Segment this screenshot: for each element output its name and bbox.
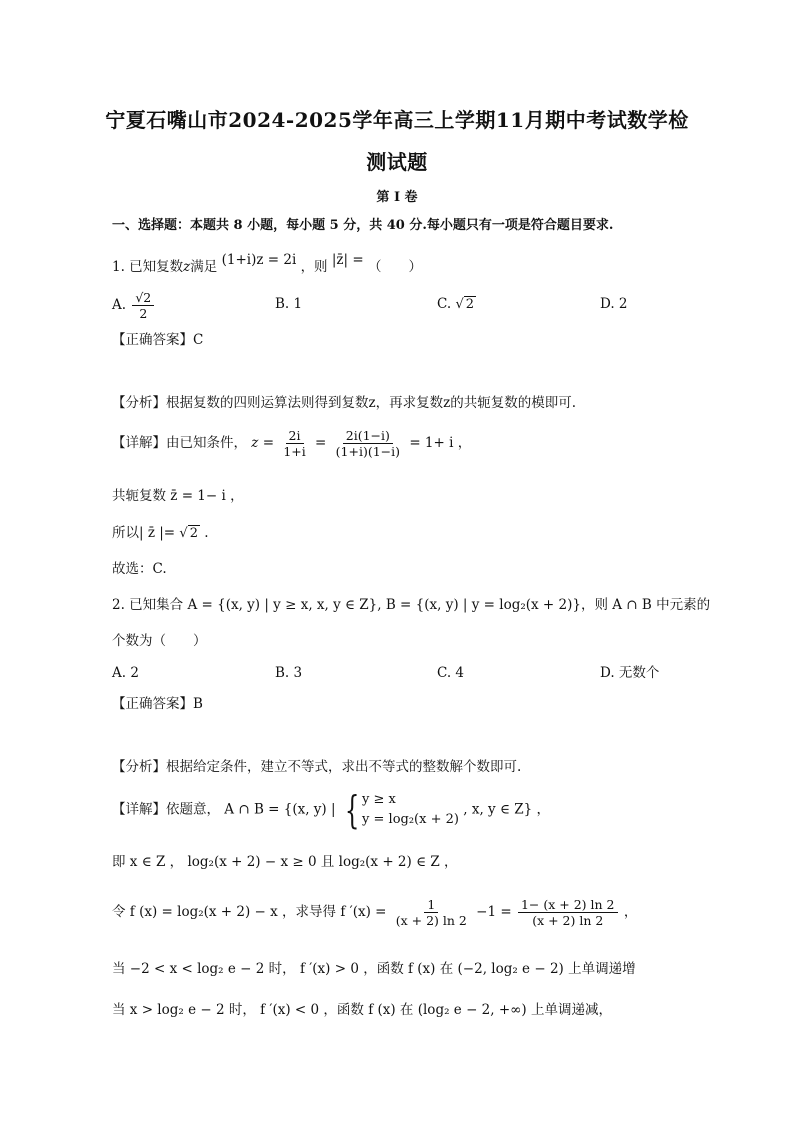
q2-detail [112, 790, 550, 830]
q1-option-a-label: A. [112, 297, 127, 313]
q1-so-a: 所以| z̄ |= [112, 525, 176, 541]
q1-so-rad: 2 [189, 526, 198, 541]
q2-detail-brace-glyph: { [344, 788, 360, 832]
q1-option-a-fraction [132, 290, 154, 321]
q2-deriv-frac1 [393, 897, 470, 928]
q1-stem-c: ，则 [300, 259, 328, 275]
q2-deriv-frac1-num: 1 [424, 897, 438, 913]
q1-option-a [112, 290, 156, 321]
q1-detail-lhs: z = [251, 435, 275, 451]
q2-detail-label: 【详解】依题意， [112, 801, 220, 818]
q2-option-d: D. 无数个 [600, 665, 660, 681]
q1-detail-frac2-num: 2i(1−i) [343, 428, 393, 444]
q1-answer: 【正确答案】C [112, 332, 204, 348]
q1-stem-abs: |z̄| = [331, 252, 364, 268]
q1-stem-d: （ ） [367, 259, 422, 275]
q1-option-c-label: C. [437, 296, 452, 312]
q1-analysis: 【分析】根据复数的四则运算法则得到复数z，再求复数z的共轭复数的模即可. [112, 395, 577, 411]
volume-label: 第 I 卷 [376, 190, 418, 205]
section-heading: 一、选择题：本题共 8 小题，每小题 5 分，共 40 分.每小题只有一项是符合题目要求. [112, 218, 614, 233]
q2-detail-system [340, 790, 459, 830]
q2-deriv-frac2-num: 1− (x + 2) ln 2 [518, 897, 618, 913]
q2-line-ie: 即 x ∈ Z ， log₂(x + 2) − x ≥ 0 且 log₂(x + 2) ∈ Z ， [112, 854, 458, 870]
q1-option-c-sqrt: √ 2 [455, 297, 475, 312]
q1-option-a-den: 2 [139, 306, 148, 321]
q1-choose: 故选：C. [112, 561, 167, 577]
q2-decreasing: 当 x > log₂ e − 2 时， f ′(x) < 0 ，函数 f (x) 在 (log₂ e − 2, +∞) 上单调递减， [112, 1002, 612, 1018]
q1-detail-frac2-den: (1+i)(1−i) [335, 444, 401, 459]
q2-analysis: 【分析】根据给定条件，建立不等式，求出不等式的整数解个数即可. [112, 759, 522, 775]
q2-stem-line2: 个数为（ ） [112, 633, 207, 649]
q1-conjugate: 共轭复数 z̄ = 1− i ， [112, 488, 244, 504]
q2-option-b: B. 3 [275, 665, 303, 681]
q2-derivative [112, 897, 637, 928]
q2-deriv-a: 令 f (x) = log₂(x + 2) − x ，求导得 f ′(x) = [112, 904, 387, 920]
q2-option-c: C. 4 [437, 665, 465, 681]
q1-detail-frac2 [333, 428, 403, 459]
q2-detail-set-a: A ∩ B = {(x, y) | [224, 801, 336, 818]
q1-so-sqrt: √ 2 [179, 526, 198, 541]
q1-option-b: B. 1 [275, 296, 303, 312]
q1-option-c-rad: 2 [465, 297, 475, 312]
q1-detail-label: 【详解】由已知条件， [112, 435, 247, 451]
q1-detail-rhs: = 1+ i ， [409, 435, 472, 451]
q1-option-a-num: √2 [132, 290, 154, 306]
q2-detail-system-rows [362, 790, 459, 830]
q1-stem-b: 满足 [190, 259, 218, 275]
q2-increasing: 当 −2 < x < log₂ e − 2 时， f ′(x) > 0 ，函数 f (x) 在 (−2, log₂ e − 2) 上单调递增 [112, 961, 636, 977]
q2-deriv-frac2 [518, 897, 618, 928]
q2-detail-row2: y = log₂(x + 2) [362, 812, 459, 827]
q2-stem-line1: 2. 已知集合 A = {(x, y) | y ≥ x, x, y ∈ Z}, B = {(x, y) | y = log₂(x + 2)}，则 A ∩ B 中元素的 [112, 597, 711, 613]
q1-stem-var: z [183, 259, 191, 275]
q2-deriv-frac1-den: (x + 2) ln 2 [395, 913, 467, 928]
q1-detail-frac1 [280, 428, 308, 459]
doc-title-line2: 测试题 [366, 150, 428, 174]
q1-stem [112, 252, 422, 277]
q1-detail-eq: = [315, 435, 327, 451]
q2-detail-set-b: , x, y ∈ Z} ， [463, 801, 551, 818]
q2-option-a: A. 2 [112, 665, 139, 681]
q1-option-c [437, 294, 476, 315]
q2-detail-row1: y ≥ x [362, 792, 396, 807]
q2-answer: 【正确答案】B [112, 696, 203, 712]
q1-option-d: D. 2 [600, 296, 628, 312]
q1-so [112, 523, 209, 544]
q1-so-b: . [204, 525, 209, 541]
q2-deriv-frac2-den: (x + 2) ln 2 [532, 913, 604, 928]
doc-title-line1: 宁夏石嘴山市2024-2025学年高三上学期11月期中考试数学检 [105, 108, 689, 132]
q1-stem-a: 1. 已知复数 [112, 259, 184, 275]
q2-deriv-end: ， [623, 904, 638, 920]
q1-detail-frac1-num: 2i [286, 428, 304, 444]
q1-detail [112, 428, 471, 459]
q1-stem-eq: (1+i)z = 2i [221, 252, 297, 268]
q1-detail-frac1-den: 1+i [283, 444, 306, 459]
q2-deriv-mid: −1 = [476, 904, 512, 920]
